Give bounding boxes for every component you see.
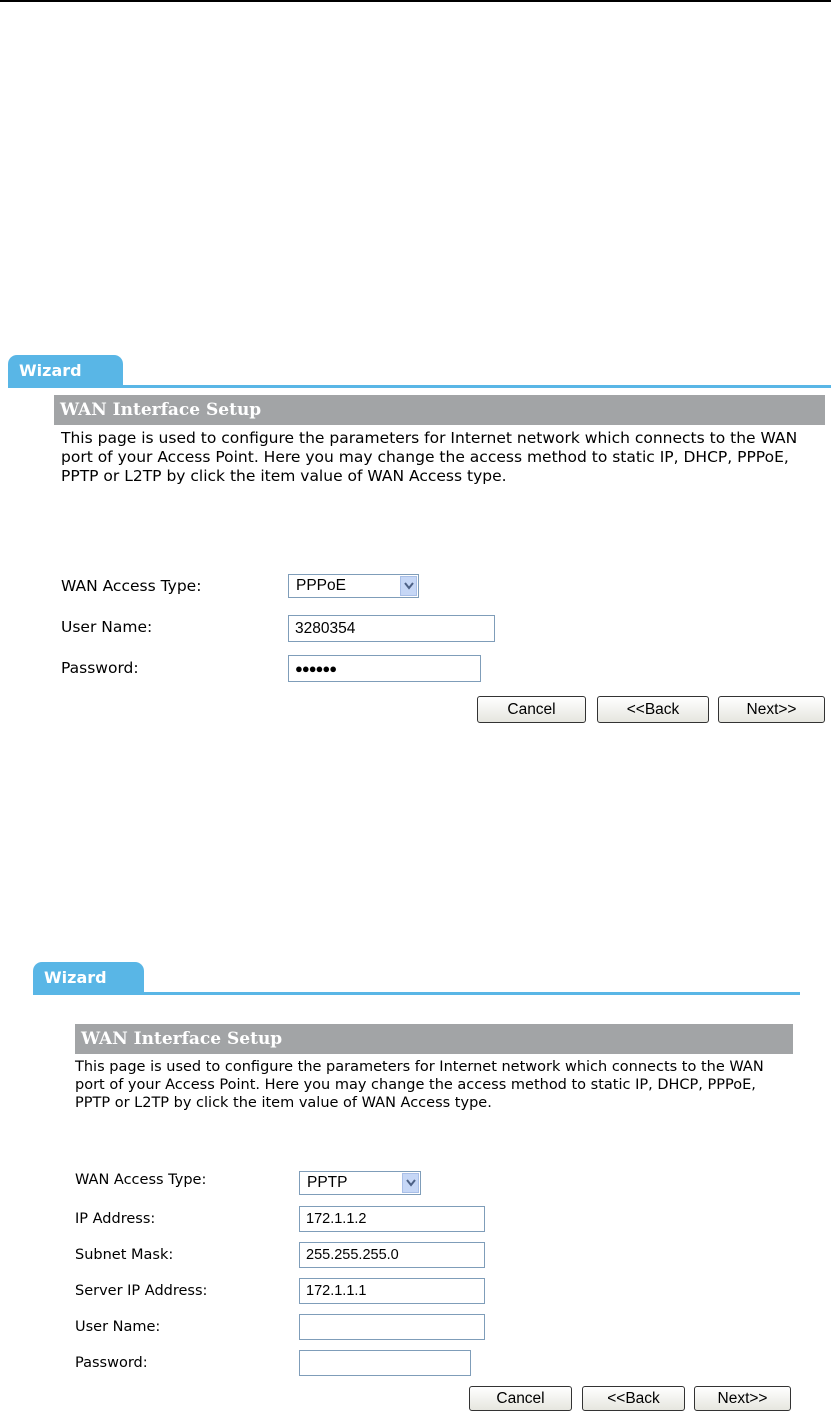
back-button[interactable]: <<Back bbox=[597, 696, 709, 723]
next-button[interactable]: Next>> bbox=[718, 696, 825, 723]
cancel-button[interactable]: Cancel bbox=[477, 696, 586, 723]
page-top-rule bbox=[0, 0, 831, 2]
back-button[interactable]: <<Back bbox=[582, 1386, 685, 1411]
section-description: This page is used to configure the parameters for Internet network which connects to the WAN port of your Access Point. Here you may change the access method to static IP, DHCP, PPPoE, PPTP or L2TP by click the item value of WAN Access type. bbox=[61, 429, 798, 485]
user-name-input[interactable] bbox=[299, 1314, 485, 1340]
wizard-tab-label: Wizard bbox=[19, 360, 82, 380]
ip-address-input[interactable] bbox=[299, 1206, 485, 1232]
password-input[interactable] bbox=[288, 655, 481, 682]
next-button[interactable]: Next>> bbox=[694, 1386, 791, 1411]
password-label: Password: bbox=[61, 659, 139, 677]
wizard-tab[interactable] bbox=[8, 355, 123, 385]
wizard-tab[interactable] bbox=[33, 962, 144, 992]
server-ip-address-label: Server IP Address: bbox=[75, 1283, 208, 1299]
user-name-label: User Name: bbox=[75, 1319, 161, 1335]
cancel-button[interactable]: Cancel bbox=[469, 1386, 572, 1411]
subnet-mask-label: Subnet Mask: bbox=[75, 1247, 174, 1263]
tab-underline bbox=[8, 385, 831, 388]
wizard-tab-label: Wizard bbox=[44, 967, 107, 987]
password-label: Password: bbox=[75, 1355, 148, 1371]
subnet-mask-input[interactable] bbox=[299, 1242, 485, 1268]
wan-access-type-select[interactable] bbox=[299, 1171, 421, 1195]
wan-access-type-label: WAN Access Type: bbox=[75, 1172, 207, 1188]
wan-access-type-select[interactable] bbox=[288, 574, 419, 598]
password-input[interactable] bbox=[299, 1350, 471, 1376]
ip-address-label: IP Address: bbox=[75, 1211, 156, 1227]
section-title: WAN Interface Setup bbox=[75, 1024, 793, 1054]
wan-access-type-label: WAN Access Type: bbox=[61, 577, 202, 595]
user-name-input[interactable] bbox=[288, 615, 495, 642]
section-title: WAN Interface Setup bbox=[54, 395, 825, 425]
wizard-panel-pptp bbox=[33, 962, 800, 1412]
wizard-panel-pppoe bbox=[8, 355, 831, 730]
tab-underline bbox=[33, 992, 800, 995]
dropdown-arrow-icon[interactable] bbox=[402, 1173, 419, 1193]
section-description: This page is used to configure the parameters for Internet network which connects to the WAN port of your Access Point. Here you may change the access method to static IP, DHCP, PPPoE, PPTP or L2TP by click the item value of WAN Access type. bbox=[75, 1059, 764, 1111]
wan-access-type-value: PPTP bbox=[307, 1174, 348, 1191]
wan-access-type-value: PPPoE bbox=[296, 577, 346, 594]
user-name-label: User Name: bbox=[61, 618, 153, 636]
dropdown-arrow-icon[interactable] bbox=[400, 576, 417, 596]
server-ip-address-input[interactable] bbox=[299, 1278, 485, 1304]
